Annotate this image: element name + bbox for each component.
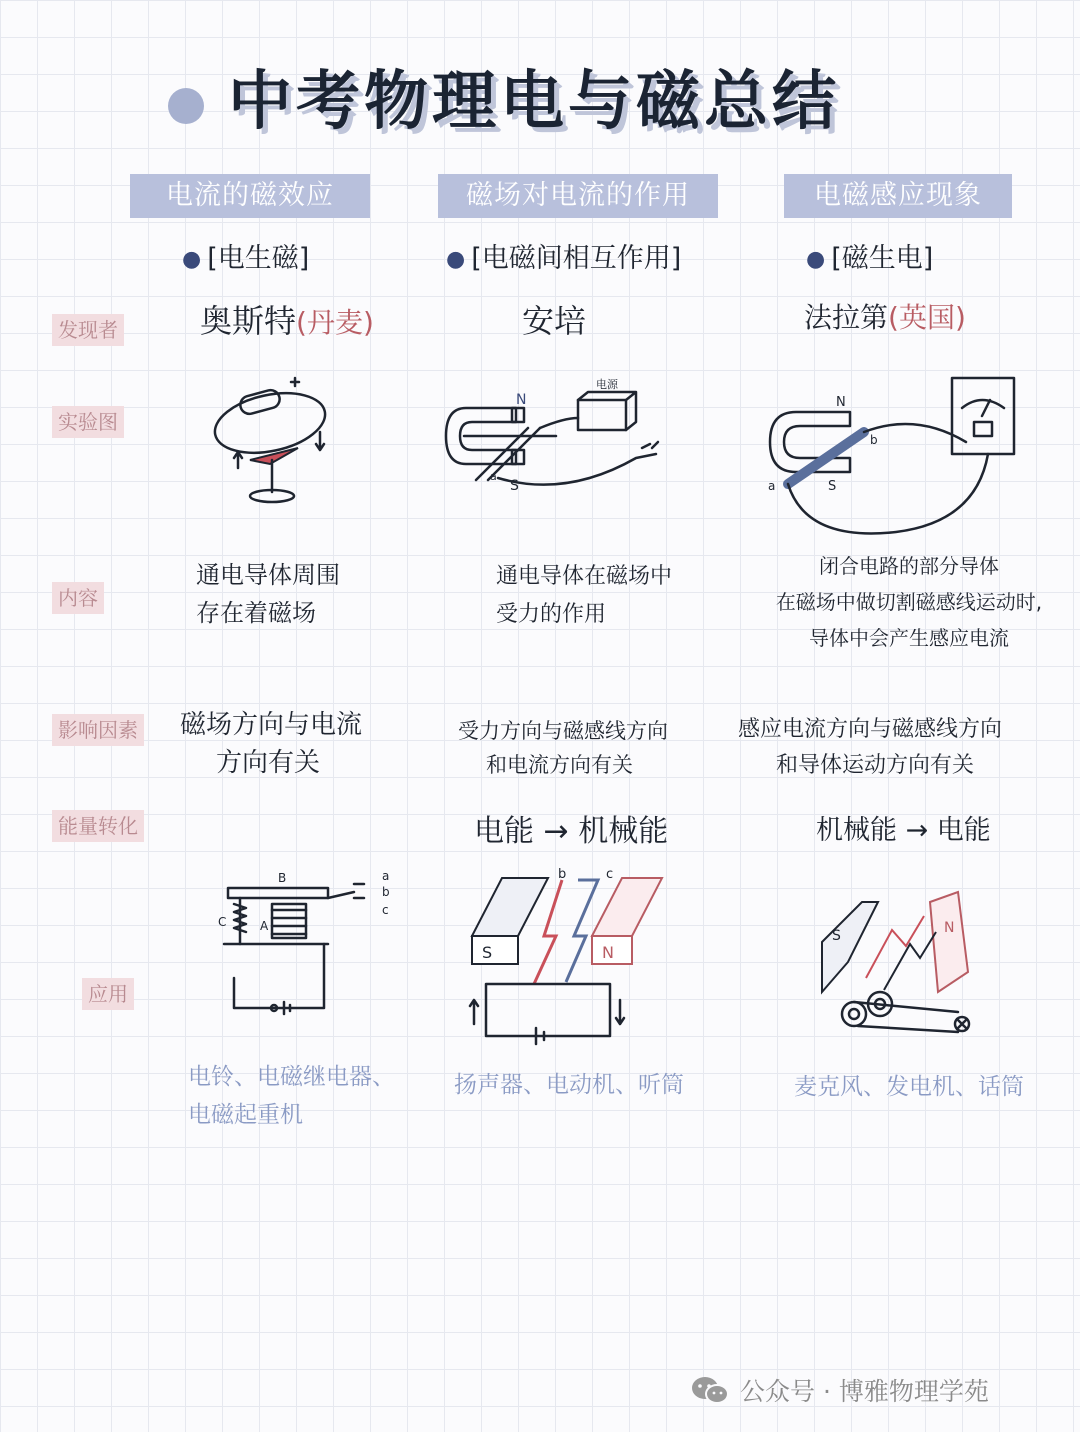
title-bullet-dot: [168, 88, 204, 124]
power-source-label: 电源: [596, 378, 618, 391]
column-subtitle-1: ● [电生磁]: [182, 243, 310, 274]
column-heading-magnetic-effect: 电流的磁效应: [130, 174, 370, 218]
bullet-icon: ●: [182, 247, 202, 272]
content-induction: 闭合电路的部分导体 在磁场中做切割磁感线运动时, 导体中会产生感应电流: [775, 554, 1043, 650]
energy-force-on-current: 电能 → 机械能: [474, 814, 669, 849]
south-pole-label: S: [828, 479, 837, 494]
page-title: 中考物理电与磁总结: [228, 65, 840, 139]
bullet-icon: ●: [806, 247, 826, 272]
applications-magnetic-effect: 电铃、电磁继电器、 电磁起重机: [188, 1064, 395, 1128]
discoverer-country: (英国): [888, 301, 966, 334]
relay-application-figure: [214, 868, 404, 1028]
row-label-discoverer: 发现者: [52, 314, 124, 346]
conductor-b-label: b: [870, 433, 878, 447]
faraday-experiment-figure: [766, 372, 1026, 542]
row-label-experiment: 实验图: [52, 406, 124, 438]
svg-text:S: S: [832, 928, 841, 944]
svg-text:b: b: [382, 885, 390, 899]
factors-force-on-current: 受力方向与磁感线方向 和电流方向有关: [458, 719, 668, 777]
watermark: [690, 1370, 989, 1410]
factors-magnetic-effect: 磁场方向与电流 方向有关: [180, 710, 363, 778]
wechat-icon: [690, 1375, 730, 1405]
svg-text:b: b: [558, 867, 567, 882]
column-heading-induction: 电磁感应现象: [784, 174, 1012, 218]
applications-force-on-current: 扬声器、电动机、听筒: [454, 1072, 684, 1098]
row-label-factors: 影响因素: [52, 714, 144, 746]
bullet-icon: ●: [446, 247, 466, 272]
factors-induction: 感应电流方向与磁感线方向 和导体运动方向有关: [738, 717, 1003, 778]
column-subtitle-3: ● [磁生电]: [806, 243, 934, 274]
svg-text:B: B: [278, 871, 287, 885]
row-label-energy: 能量转化: [52, 810, 144, 842]
north-pole-label: N: [836, 395, 846, 410]
south-pole-label: S: [510, 478, 519, 494]
svg-text:N: N: [602, 943, 614, 962]
svg-text:a: a: [382, 869, 390, 883]
energy-induction: 机械能 → 电能: [816, 815, 991, 846]
conductor-a-label: a: [490, 470, 497, 483]
motor-application-figure: [466, 864, 666, 1054]
ampere-experiment-figure: [446, 378, 676, 498]
north-pole-label: N: [516, 392, 527, 408]
applications-induction: 麦克风、发电机、话筒: [794, 1074, 1024, 1100]
row-label-content: 内容: [52, 582, 104, 614]
generator-application-figure: [818, 892, 988, 1052]
watermark-text: 公众号 · 博雅物理学苑: [740, 1377, 989, 1406]
discoverer-ampere: 安培: [522, 302, 587, 340]
discoverer-oersted: 奥斯特(丹麦): [200, 302, 374, 340]
row-label-application: 应用: [82, 978, 134, 1010]
svg-text:A: A: [260, 919, 269, 933]
conductor-a-label: a: [768, 479, 776, 493]
oersted-experiment-figure: [210, 368, 340, 508]
content-force-on-current: 通电导体在磁场中 受力的作用: [496, 564, 673, 627]
svg-text:S: S: [482, 943, 493, 962]
column-heading-force-on-current: 磁场对电流的作用: [438, 174, 718, 218]
discoverer-faraday: 法拉第(英国): [804, 301, 966, 334]
column-subtitle-2: ● [电磁间相互作用]: [446, 243, 682, 274]
discoverer-country: (丹麦): [296, 306, 374, 339]
svg-text:c: c: [606, 867, 614, 882]
svg-text:C: C: [218, 915, 227, 929]
svg-text:N: N: [944, 920, 955, 936]
svg-text:c: c: [382, 903, 389, 917]
content-magnetic-effect: 通电导体周围 存在着磁场: [196, 561, 340, 627]
